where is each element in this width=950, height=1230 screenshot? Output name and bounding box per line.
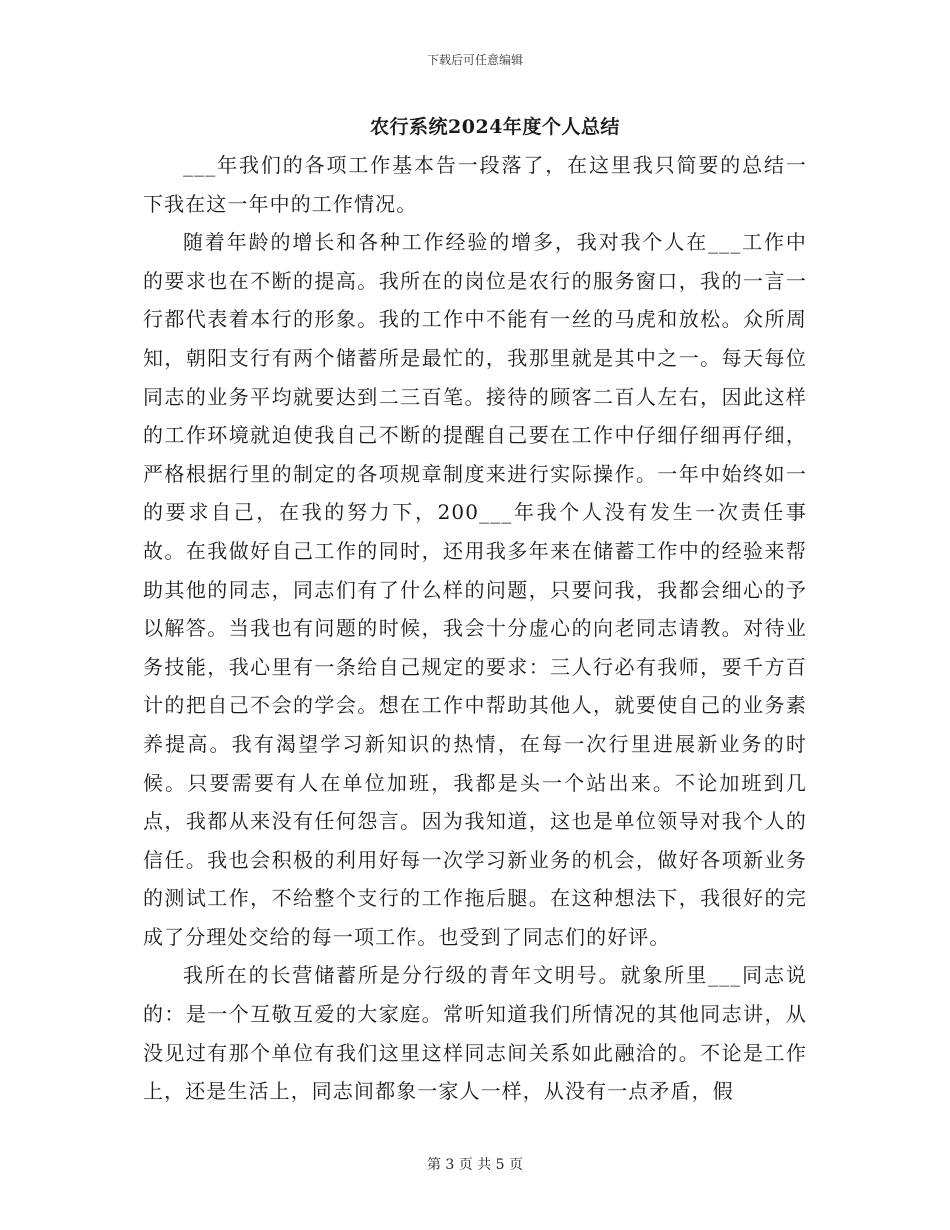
document-body (143, 146, 807, 1111)
page-header-note: 下载后可任意编辑 (426, 53, 523, 67)
page-number: 第 3 页 共 5 页 (426, 1157, 524, 1173)
paragraph-team: 我所在的长营储蓄所是分行级的青年文明号。就象所里___同志说的：是一个互敬互爱的大家庭。常听知道我们所情况的其他同志讲，从没见过有那个单位有我们这里这样同志间关系如此融洽的。不论是工作上，还是生活上，同志间都象一家人一样，从没有一点矛盾，假 (143, 963, 807, 1104)
paragraph-intro: ___年我们的各项工作基本告一段落了，在这里我只简要的总结一下我在这一年中的工作情况。 (143, 153, 807, 216)
document-title: 农行系统2024年度个人总结 (370, 116, 620, 138)
paragraph-work-experience: 随着年龄的增长和各种工作经验的增多，我对我个人在___工作中的要求也在不断的提高。我所在的岗位是农行的服务窗口，我的一言一行都代表着本行的形象。我的工作中不能有一丝的马虎和放松。众所周知，朝阳支行有两个储蓄所是最忙的，我那里就是其中之一。每天每位同志的业务平均就要达到二三百笔。接待的顾客二百人左右，因此这样的工作环境就迫使我自己不断的提醒自己要在工作中仔细仔细再仔细，严格根据行里的制定的各项规章制度来进行实际操作。一年中始终如一的要求自己，在我的努力下，200___年我个人没有发生一次责任事故。在我做好自己工作的同时，还用我多年来在储蓄工作中的经验来帮助其他的同志，同志们有了什么样的问题，只要问我，我都会细心的予以解答。当我也有问题的时候，我会十分虚心的向老同志请教。对待业务技能，我心里有一条给自己规定的要求：三人行必有我师，要千方百计的把自己不会的学会。想在工作中帮助其他人，就要使自己的业务素养提高。我有渴望学习新知识的热情，在每一次行里进展新业务的时候。只要需要有人在单位加班，我都是头一个站出来。不论加班到几点，我都从来没有任何怨言。因为我知道，这也是单位领导对我个人的信任。我也会积极的利用好每一次学习新业务的机会，做好各项新业务的测试工作，不给整个支行的工作拖后腿。在这种想法下，我很好的完成了分理处交给的每一项工作。也受到了同志们的好评。 (143, 230, 807, 949)
